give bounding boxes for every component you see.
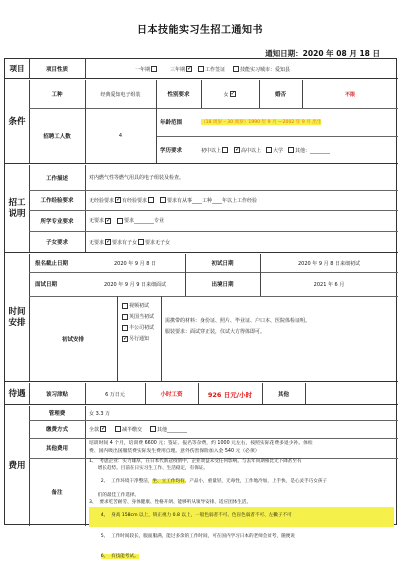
arr-video-label: 视频初试: [129, 303, 150, 309]
first-interview-label: 初试日期: [211, 261, 234, 267]
pay-half-label: 减半缴交: [122, 426, 143, 433]
treatment-other-label: 其他: [277, 392, 289, 398]
exp-years-label: 要求有从事____工种____年以上工作经验: [167, 197, 258, 204]
interview-label: 面试日期: [35, 282, 58, 288]
edu-high-checkbox[interactable]: [234, 147, 240, 153]
section-project: 项目: [9, 64, 25, 74]
other-fees-label: 其他费用: [45, 446, 68, 452]
remarks-label: 备注: [51, 490, 63, 496]
arr-notice-checkbox[interactable]: [122, 336, 128, 342]
work-desc-value: 对内燃气性等燃气用具的电子组装及检查。: [89, 175, 185, 181]
edu-other-checkbox[interactable]: [288, 147, 294, 153]
education-label: 学历要求: [160, 148, 183, 154]
children-no-label: 要求无子女: [145, 239, 171, 246]
exp-none-label: 无经验要求: [89, 197, 115, 204]
children-label: 子女要求: [45, 240, 68, 246]
conditions-section: [5, 80, 398, 164]
gender-label: 性别要求: [167, 92, 190, 98]
experience-label: 工作经验要求: [40, 198, 74, 204]
payment-label: 缴费方式: [45, 427, 68, 433]
marriage-value: 不限: [344, 91, 355, 98]
deadline-label: 报名截止日期: [35, 261, 69, 267]
age-range-value: （18 周岁 – 30 周岁）1990 年 9 月 —2002 年 9 月 出生: [201, 120, 322, 125]
remark-2-suffix: 。产品小，重量轻，无毒性，工作地冷加，上手快，是心灵手巧女孩子: [184, 479, 328, 485]
edu-high-label: 高中以上: [241, 147, 262, 154]
remark-2-highlight: 坐、立工作均有: [152, 479, 185, 485]
deadline-value: 2020 年 9 月 8 日: [113, 260, 157, 267]
arr-video-checkbox[interactable]: [122, 303, 128, 309]
work-desc-label: 工作描述: [45, 175, 68, 182]
edu-middle-label: 初中以上: [201, 147, 222, 154]
salary-value: 6 万日元: [105, 391, 125, 398]
departure-value: 2021 年 6 月: [313, 281, 345, 288]
fees-section: [5, 406, 398, 560]
major-specific-checkbox[interactable]: [117, 218, 123, 224]
arr-notice-label: 另行通知: [129, 336, 150, 342]
pay-full-checkbox[interactable]: [100, 426, 106, 432]
exp-yes-checkbox[interactable]: [148, 197, 154, 203]
job-type-value: 经典爱知电子组装: [100, 91, 141, 98]
section-schedule: 时间 安排: [8, 307, 26, 328]
salary-label: 该习津贴: [45, 392, 68, 398]
remark-4-prefix: 4、 身高 158cm 以上，矫正视力 0.8 以上，: [100, 513, 196, 519]
edu-middle-checkbox[interactable]: [222, 147, 228, 153]
remark-5-suffix: 服面服满，能过多余的工作时间，可在国内学习日本的老师会贫考，随便说: [143, 533, 295, 539]
job-type-label: 工种: [51, 92, 63, 98]
mgmt-fee-label: 管理费: [48, 411, 66, 417]
other-fees-line-1: 培训时间 4 个月，培训费 6600 元；签证、报名等杂费，约 1000 元左右，按照实际花费多退少补。体检: [89, 441, 313, 446]
remark-1a: 1、 考虑企业：实力雄厚，在日本代新冠疫情中，企业效益未受任何影响。与去年同期相比无下降甚至有: [89, 459, 302, 464]
remark-4-suffix: 一般色弱者不可、色盲色弱者不可、左撇子不可: [195, 513, 292, 519]
exp-yes-label: 有经验要求: [122, 197, 148, 204]
gender-checkbox[interactable]: [230, 91, 236, 97]
exp-none-checkbox[interactable]: [115, 197, 121, 203]
interview-value: 2020 年 9 月 9 日来细面试: [103, 281, 167, 288]
opt-three-year-checkbox[interactable]: [186, 66, 192, 72]
other-fees-line-2: 费、国内吸出国服装费实际发生费用自理。意外伤害保险加入金 540 元（必须）: [89, 449, 260, 454]
first-arrangement-label: 初试安排: [61, 337, 84, 343]
section-conditions: 条件: [8, 116, 26, 127]
treatment-row: [5, 383, 398, 405]
mgmt-fee-value: 女 3.3 万: [89, 410, 111, 417]
major-specific-label: 要求________专业: [124, 218, 165, 224]
major-none-label: 无要求: [89, 218, 105, 224]
pay-half-checkbox[interactable]: [115, 426, 121, 432]
remark-2b: 们的最佳工作选择。: [89, 492, 140, 498]
edu-college-label: 大学: [273, 147, 284, 154]
edu-college-checkbox[interactable]: [266, 147, 272, 153]
hourly-label: 小时工资: [160, 392, 183, 398]
notice-form-table: [4, 58, 397, 560]
pay-full-label: 全款: [89, 426, 100, 433]
training-city: 技能实习城市：爱知县: [240, 66, 291, 73]
children-none-checkbox[interactable]: [105, 239, 111, 245]
opt-one-year-label: 一年期: [135, 66, 151, 73]
explanation-section: [5, 165, 398, 253]
exp-years-checkbox[interactable]: [160, 197, 166, 203]
headcount-value: 4: [118, 133, 123, 139]
materials-value: 需携带的材料：身份证、照片、毕业证、户口本、医院体检证明。: [165, 318, 311, 324]
opt-three-year-label: 三年期: [170, 66, 186, 73]
opt-city-checkbox[interactable]: [233, 66, 239, 72]
remark-5-prefix: 5、 工作时间较长，: [100, 533, 144, 539]
remark-6: 6、 有技能考试。: [100, 554, 139, 560]
age-label: 年龄范围: [160, 120, 183, 126]
opt-work-visa-checkbox[interactable]: [198, 66, 204, 72]
remark-2-prefix: 2、 工作环境干净整洁，: [100, 479, 153, 485]
children-have-checkbox[interactable]: [138, 239, 144, 245]
attire-value: 服装要求：面试穿正装，仪试大方得体即可。: [165, 329, 266, 335]
major-none-checkbox[interactable]: [105, 218, 111, 224]
hourly-value: 926 日元/小时: [207, 390, 253, 399]
pay-other-checkbox[interactable]: [150, 426, 156, 432]
arr-company-checkbox[interactable]: [122, 325, 128, 331]
opt-one-year-checkbox[interactable]: [151, 66, 157, 72]
project-row: [5, 59, 398, 79]
first-interview-value: 2020 年 9 月 8 日来细初试: [297, 260, 361, 267]
section-fees: 费用: [8, 460, 26, 471]
gender-value: 女: [223, 91, 229, 98]
edu-other-label: 其他：________: [295, 147, 331, 154]
children-none-label: 无要求: [89, 239, 105, 246]
remark-3: 3、 要求吃苦耐劳、身体健康、性格开朗、能够听从领导安排、适应团体生活。: [89, 499, 252, 505]
section-explanation: 招工 说明: [8, 198, 26, 219]
arr-uk-checkbox[interactable]: [122, 314, 128, 320]
remark-1b: 增长趋势。目前在日实习生工作、生活稳定，有保证。: [89, 465, 209, 471]
section-treatment: 待遇: [8, 388, 26, 399]
departure-label: 出境日期: [211, 282, 234, 288]
project-nature-label: 项目性质: [45, 67, 68, 73]
treatment-other-value: [309, 383, 397, 405]
arr-company-label: 丰公司初试: [129, 325, 155, 331]
children-have-label: 要求有子女: [112, 239, 138, 246]
pay-other-label: 其他________: [157, 426, 188, 433]
document-title: 日本技能实习生招工通知书: [137, 25, 263, 36]
schedule-section: [5, 254, 398, 382]
marriage-label: 婚否: [274, 92, 286, 98]
arr-uk-label: 英国当初试: [129, 314, 155, 320]
major-label: 所学专业要求: [40, 218, 74, 225]
opt-work-visa-label: 工作签证: [205, 66, 226, 73]
headcount-label: 招聘工人数: [43, 134, 71, 140]
notice-date: 通知日期：2020 年 08 月 18 日: [265, 49, 380, 58]
